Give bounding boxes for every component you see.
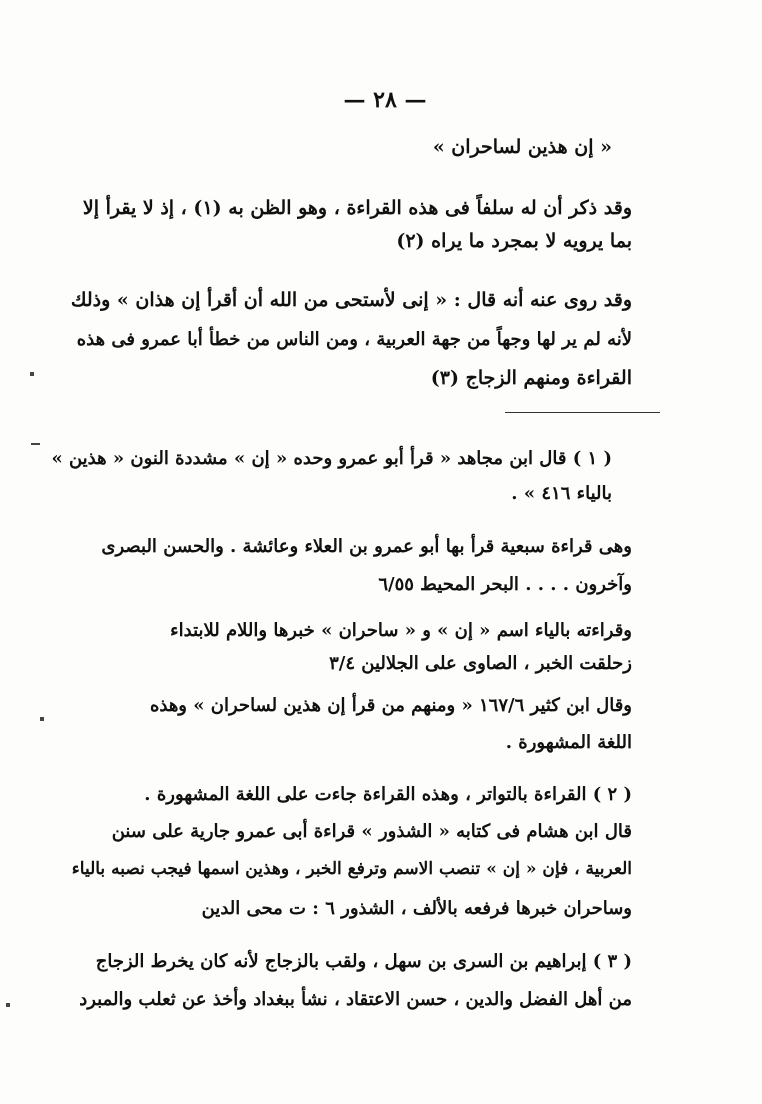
main-text-line: القراءة ومنهم الزجاج (٣) [430,367,632,389]
footnote-line: زحلقت الخبر ، الصاوى على الجلالين ٣/٤ [329,653,632,674]
margin-mark [31,443,40,445]
main-text-line: بما يرويه لا بمجرد ما يراه (٢) [396,230,632,252]
footnote-line: العربية ، فإن « إن » تنصب الاسم وترفع الخبر ، وهذين اسمها فيجب نصبه بالياء [71,859,632,879]
footnote-line: ( ١ ) قال ابن مجاهد « قرأ أبو عمرو وحده « إن » مشددة النون « هذين » [51,448,612,469]
main-text-line: لأنه لم ير لها وجهاً من جهة العربية ، ومن الناس من خطأ أبا عمرو فى هذه [76,329,632,350]
main-text-line: وقد ذكر أن له سلفاً فى هذه القراءة ، وهو الظن به (١) ، إذ لا يقرأ إلا [82,197,632,219]
margin-mark [30,372,34,376]
footnote-line: من أهل الفضل والدين ، حسن الاعتقاد ، نشأ ببغداد وأخذ عن ثعلب والمبرد [79,989,632,1010]
page-number: — ٢٨ — [343,87,427,113]
main-text-line: وقد روى عنه أنه قال : « إنى لأستحى من الله أن أقرأ إن هذان » وذلك [70,289,632,311]
footnote-line: وقراءته بالياء اسم « إن » و « ساحران » خبرها واللام للابتداء [170,620,632,641]
footnote-line: وهى قراءة سبعية قرأ بها أبو عمرو بن العلاء وعائشة . والحسن البصرى [101,536,632,557]
footnote-line: وساحران خبرها فرفعه بالألف ، الشذور ٦ : ت محى الدين [201,898,632,919]
main-text-line: « إن هذين لساحران » [432,136,612,158]
footnote-separator [505,412,660,413]
footnote-line: ( ٢ ) القراءة بالتواتر ، وهذه القراءة جاءت على اللغة المشهورة . [144,784,632,805]
footnote-line: ( ٣ ) إبراهيم بن السرى بن سهل ، ولقب بالزجاج لأنه كان يخرط الزجاج [95,951,632,972]
footnote-line: وقال ابن كثير ١٦٧/٦ « ومنهم من قرأ إن هذين لساحران » وهذه [149,695,632,716]
footnote-line: بالياء ٤١٦ » . [511,483,612,504]
margin-mark [40,717,44,721]
footnote-line: اللغة المشهورة . [505,732,632,753]
footnote-line: وآخرون . . . . البحر المحيط ٦/٥٥ [378,574,632,595]
margin-mark [6,1003,10,1007]
footnote-line: قال ابن هشام فى كتابه « الشذور » قراءة أبى عمرو جارية على سنن [111,821,632,842]
